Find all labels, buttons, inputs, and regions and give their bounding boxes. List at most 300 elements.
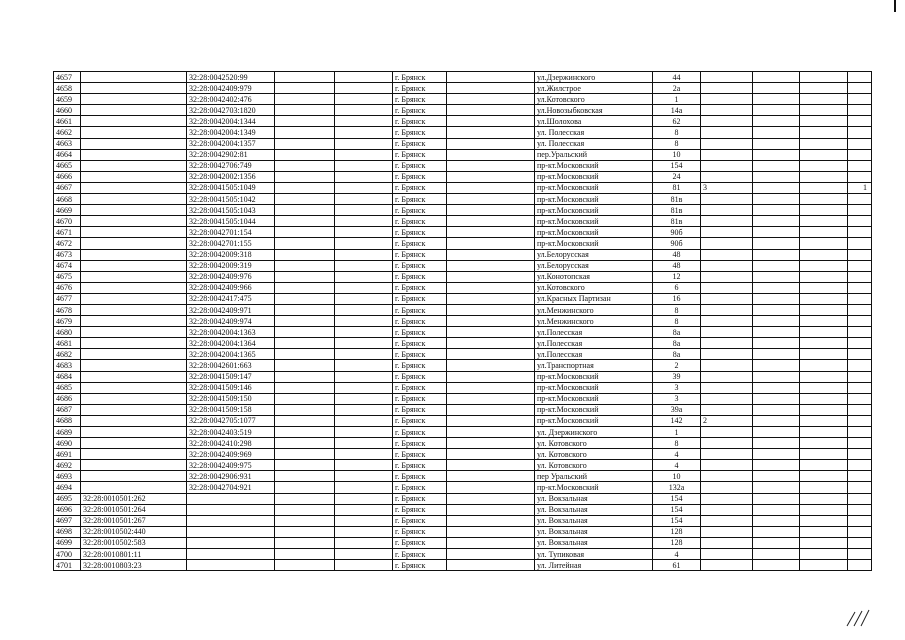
empty-cell	[800, 238, 848, 249]
table-row	[54, 504, 872, 515]
extra-value-cell	[701, 482, 753, 493]
city-cell: г. Брянск	[393, 427, 447, 438]
table-row	[54, 105, 872, 116]
house-number-cell: 39а	[653, 404, 701, 415]
cadastral-number-a-cell	[81, 72, 187, 83]
cadastral-number-a-cell	[81, 482, 187, 493]
record-number-cell: 4670	[54, 216, 81, 227]
cadastral-number-a-cell	[81, 304, 187, 315]
empty-cell	[275, 138, 335, 149]
cadastral-number-b-cell: 32:28:0042703:1820	[187, 105, 275, 116]
extra-value-cell	[701, 116, 753, 127]
street-cell: ул.Дзержинского	[535, 72, 653, 83]
record-number-cell: 4680	[54, 327, 81, 338]
city-cell: г. Брянск	[393, 205, 447, 216]
extra-value-cell	[848, 171, 872, 182]
empty-cell	[335, 471, 393, 482]
cadastral-number-b-cell: 32:28:0042004:1363	[187, 327, 275, 338]
street-cell: пр-кт.Московский	[535, 171, 653, 182]
cadastral-number-a-cell	[81, 338, 187, 349]
cadastral-number-a-cell	[81, 449, 187, 460]
street-cell: ул. Дзержинского	[535, 427, 653, 438]
empty-cell	[275, 83, 335, 94]
cadastral-number-a-cell	[81, 382, 187, 393]
city-cell: г. Брянск	[393, 526, 447, 537]
handwritten-strokes-mark	[844, 606, 874, 628]
empty-cell	[753, 160, 800, 171]
extra-value-cell	[848, 493, 872, 504]
extra-value-cell	[701, 304, 753, 315]
empty-cell	[447, 349, 535, 360]
empty-cell	[335, 549, 393, 560]
empty-cell	[753, 171, 800, 182]
record-number-cell: 4666	[54, 171, 81, 182]
city-cell: г. Брянск	[393, 83, 447, 94]
empty-cell	[800, 338, 848, 349]
house-number-cell: 3	[653, 382, 701, 393]
empty-cell	[753, 471, 800, 482]
city-cell: г. Брянск	[393, 160, 447, 171]
extra-value-cell	[848, 205, 872, 216]
empty-cell	[447, 94, 535, 105]
cadastral-number-a-cell	[81, 327, 187, 338]
street-cell: пр-кт.Московский	[535, 216, 653, 227]
table-row	[54, 72, 872, 83]
record-number-cell: 4662	[54, 127, 81, 138]
empty-cell	[335, 194, 393, 205]
empty-cell	[275, 182, 335, 193]
empty-cell	[335, 537, 393, 548]
extra-value-cell	[848, 105, 872, 116]
street-cell: ул.Белорусская	[535, 260, 653, 271]
empty-cell	[753, 504, 800, 515]
cadastral-number-b-cell: 32:28:0042004:1357	[187, 138, 275, 149]
street-cell: пр-кт.Московский	[535, 415, 653, 426]
cadastral-number-b-cell: 32:28:0041509:158	[187, 404, 275, 415]
cadastral-number-a-cell	[81, 205, 187, 216]
record-number-cell: 4676	[54, 282, 81, 293]
extra-value-cell	[848, 537, 872, 548]
extra-value-cell	[848, 216, 872, 227]
empty-cell	[447, 127, 535, 138]
record-number-cell: 4675	[54, 271, 81, 282]
empty-cell	[800, 526, 848, 537]
empty-cell	[335, 282, 393, 293]
extra-value-cell	[848, 427, 872, 438]
extra-value-cell	[848, 549, 872, 560]
street-cell: ул. Котовского	[535, 460, 653, 471]
table-row	[54, 194, 872, 205]
empty-cell	[800, 360, 848, 371]
street-cell: ул.Новозыбковская	[535, 105, 653, 116]
extra-value-cell	[848, 149, 872, 160]
house-number-cell: 8а	[653, 349, 701, 360]
table-row	[54, 83, 872, 94]
record-number-cell: 4681	[54, 338, 81, 349]
cadastral-number-a-cell	[81, 460, 187, 471]
empty-cell	[335, 460, 393, 471]
record-number-cell: 4687	[54, 404, 81, 415]
empty-cell	[335, 105, 393, 116]
table-row	[54, 160, 872, 171]
empty-cell	[447, 83, 535, 94]
cadastral-number-b-cell: 32:28:0041505:1043	[187, 205, 275, 216]
extra-value-cell	[848, 160, 872, 171]
extra-value-cell	[701, 393, 753, 404]
street-cell: ул.Красных Партизан	[535, 293, 653, 304]
house-number-cell: 81в	[653, 194, 701, 205]
cadastral-number-a-cell	[81, 94, 187, 105]
table-row	[54, 393, 872, 404]
table-row	[54, 282, 872, 293]
cadastral-number-a-cell	[81, 282, 187, 293]
empty-cell	[335, 482, 393, 493]
street-cell: ул. Литейная	[535, 560, 653, 571]
record-number-cell: 4659	[54, 94, 81, 105]
street-cell: ул.Полесская	[535, 349, 653, 360]
house-number-cell: 154	[653, 493, 701, 504]
extra-value-cell	[701, 282, 753, 293]
house-number-cell: 10	[653, 471, 701, 482]
record-number-cell: 4697	[54, 515, 81, 526]
extra-value-cell	[701, 526, 753, 537]
house-number-cell: 61	[653, 560, 701, 571]
empty-cell	[447, 171, 535, 182]
table-row	[54, 327, 872, 338]
empty-cell	[335, 260, 393, 271]
record-number-cell: 4660	[54, 105, 81, 116]
extra-value-cell	[701, 83, 753, 94]
empty-cell	[800, 149, 848, 160]
empty-cell	[753, 182, 800, 193]
extra-value-cell	[701, 194, 753, 205]
city-cell: г. Брянск	[393, 360, 447, 371]
house-number-cell: 14а	[653, 105, 701, 116]
record-number-cell: 4658	[54, 83, 81, 94]
cadastral-number-b-cell	[187, 515, 275, 526]
record-number-cell: 4692	[54, 460, 81, 471]
empty-cell	[800, 127, 848, 138]
street-cell: пр-кт.Московский	[535, 205, 653, 216]
record-number-cell: 4682	[54, 349, 81, 360]
cadastral-number-b-cell: 32:28:0042409:969	[187, 449, 275, 460]
house-number-cell: 16	[653, 293, 701, 304]
empty-cell	[275, 482, 335, 493]
empty-cell	[447, 537, 535, 548]
empty-cell	[800, 249, 848, 260]
table-row	[54, 482, 872, 493]
record-number-cell: 4690	[54, 438, 81, 449]
extra-value-cell	[701, 293, 753, 304]
table-row	[54, 382, 872, 393]
empty-cell	[800, 182, 848, 193]
cadastral-number-a-cell: 32:28:0010501:264	[81, 504, 187, 515]
extra-value-cell	[701, 537, 753, 548]
extra-value-cell	[701, 349, 753, 360]
extra-value-cell	[848, 72, 872, 83]
street-cell: ул.Транспортная	[535, 360, 653, 371]
street-cell: пер Уральский	[535, 471, 653, 482]
empty-cell	[275, 360, 335, 371]
empty-cell	[275, 72, 335, 83]
empty-cell	[800, 460, 848, 471]
extra-value-cell	[848, 271, 872, 282]
empty-cell	[800, 349, 848, 360]
cadastral-number-b-cell: 32:28:0042706:749	[187, 160, 275, 171]
cadastral-number-a-cell	[81, 404, 187, 415]
extra-value-cell	[701, 471, 753, 482]
city-cell: г. Брянск	[393, 127, 447, 138]
city-cell: г. Брянск	[393, 393, 447, 404]
empty-cell	[447, 304, 535, 315]
empty-cell	[447, 438, 535, 449]
cadastral-number-b-cell: 32:28:0042705:1077	[187, 415, 275, 426]
empty-cell	[800, 171, 848, 182]
extra-value-cell	[701, 171, 753, 182]
empty-cell	[335, 227, 393, 238]
street-cell: ул. Вокзальная	[535, 537, 653, 548]
house-number-cell: 8	[653, 138, 701, 149]
empty-cell	[275, 349, 335, 360]
extra-value-cell	[848, 260, 872, 271]
empty-cell	[800, 560, 848, 571]
empty-cell	[447, 427, 535, 438]
cadastral-number-a-cell	[81, 393, 187, 404]
empty-cell	[800, 316, 848, 327]
city-cell: г. Брянск	[393, 415, 447, 426]
cadastral-number-a-cell	[81, 238, 187, 249]
empty-cell	[447, 515, 535, 526]
empty-cell	[753, 83, 800, 94]
street-cell: ул.Котовского	[535, 94, 653, 105]
house-number-cell: 48	[653, 249, 701, 260]
empty-cell	[275, 216, 335, 227]
cadastral-number-a-cell	[81, 371, 187, 382]
cadastral-number-b-cell: 32:28:0042402:476	[187, 94, 275, 105]
house-number-cell: 4	[653, 460, 701, 471]
empty-cell	[275, 149, 335, 160]
extra-value-cell	[848, 94, 872, 105]
table-row	[54, 116, 872, 127]
city-cell: г. Брянск	[393, 371, 447, 382]
city-cell: г. Брянск	[393, 327, 447, 338]
empty-cell	[800, 549, 848, 560]
city-cell: г. Брянск	[393, 349, 447, 360]
empty-cell	[800, 227, 848, 238]
house-number-cell: 154	[653, 160, 701, 171]
cadastral-number-b-cell: 32:28:0042409:974	[187, 316, 275, 327]
record-number-cell: 4694	[54, 482, 81, 493]
empty-cell	[447, 415, 535, 426]
empty-cell	[800, 404, 848, 415]
extra-value-cell	[701, 371, 753, 382]
house-number-cell: 4	[653, 449, 701, 460]
house-number-cell: 128	[653, 526, 701, 537]
empty-cell	[447, 526, 535, 537]
empty-cell	[800, 371, 848, 382]
extra-value-cell	[701, 382, 753, 393]
street-cell: пр-кт.Московский	[535, 393, 653, 404]
extra-value-cell	[848, 138, 872, 149]
city-cell: г. Брянск	[393, 549, 447, 560]
empty-cell	[447, 105, 535, 116]
empty-cell	[800, 537, 848, 548]
empty-cell	[335, 249, 393, 260]
record-number-cell: 4685	[54, 382, 81, 393]
empty-cell	[800, 293, 848, 304]
cadastral-number-a-cell: 32:28:0010501:267	[81, 515, 187, 526]
table-row	[54, 271, 872, 282]
cadastral-number-b-cell	[187, 526, 275, 537]
empty-cell	[275, 171, 335, 182]
extra-value-cell	[701, 438, 753, 449]
table-row	[54, 427, 872, 438]
record-number-cell: 4667	[54, 182, 81, 193]
cadastral-number-b-cell	[187, 493, 275, 504]
empty-cell	[800, 515, 848, 526]
table-row	[54, 304, 872, 315]
table-row	[54, 216, 872, 227]
empty-cell	[753, 382, 800, 393]
extra-value-cell	[701, 327, 753, 338]
extra-value-cell	[701, 316, 753, 327]
empty-cell	[275, 338, 335, 349]
cadastral-number-b-cell: 32:28:0042906:931	[187, 471, 275, 482]
empty-cell	[335, 293, 393, 304]
house-number-cell: 132а	[653, 482, 701, 493]
house-number-cell: 4	[653, 549, 701, 560]
table-row	[54, 493, 872, 504]
extra-value-cell	[848, 404, 872, 415]
street-cell: ул. Котовского	[535, 438, 653, 449]
city-cell: г. Брянск	[393, 515, 447, 526]
extra-value-cell	[848, 371, 872, 382]
house-number-cell: 44	[653, 72, 701, 83]
record-number-cell: 4657	[54, 72, 81, 83]
house-number-cell: 8а	[653, 327, 701, 338]
street-cell: ул. Тупиковая	[535, 549, 653, 560]
table-row	[54, 238, 872, 249]
empty-cell	[335, 327, 393, 338]
city-cell: г. Брянск	[393, 194, 447, 205]
empty-cell	[275, 260, 335, 271]
empty-cell	[275, 282, 335, 293]
empty-cell	[800, 393, 848, 404]
empty-cell	[753, 526, 800, 537]
cadastral-number-b-cell: 32:28:0042004:1344	[187, 116, 275, 127]
empty-cell	[753, 282, 800, 293]
cadastral-number-a-cell	[81, 105, 187, 116]
empty-cell	[800, 205, 848, 216]
empty-cell	[335, 316, 393, 327]
extra-value-cell: 3	[701, 182, 753, 193]
empty-cell	[447, 316, 535, 327]
empty-cell	[335, 72, 393, 83]
street-cell: ул.Полесская	[535, 338, 653, 349]
empty-cell	[335, 393, 393, 404]
empty-cell	[335, 349, 393, 360]
table-row	[54, 526, 872, 537]
empty-cell	[800, 160, 848, 171]
empty-cell	[335, 504, 393, 515]
extra-value-cell	[848, 526, 872, 537]
city-cell: г. Брянск	[393, 537, 447, 548]
empty-cell	[800, 482, 848, 493]
empty-cell	[753, 127, 800, 138]
house-number-cell: 2	[653, 360, 701, 371]
house-number-cell: 8	[653, 316, 701, 327]
empty-cell	[335, 160, 393, 171]
empty-cell	[275, 160, 335, 171]
record-number-cell: 4696	[54, 504, 81, 515]
house-number-cell: 90б	[653, 238, 701, 249]
cadastral-number-b-cell: 32:28:0042410:298	[187, 438, 275, 449]
cadastral-number-b-cell: 32:28:0042004:1364	[187, 338, 275, 349]
empty-cell	[447, 238, 535, 249]
table-row	[54, 227, 872, 238]
cadastral-number-b-cell: 32:28:0042002:1356	[187, 171, 275, 182]
extra-value-cell	[848, 415, 872, 426]
city-cell: г. Брянск	[393, 105, 447, 116]
street-cell: ул. Полесская	[535, 127, 653, 138]
empty-cell	[447, 160, 535, 171]
empty-cell	[275, 393, 335, 404]
empty-cell	[753, 116, 800, 127]
empty-cell	[335, 338, 393, 349]
cadastral-number-a-cell	[81, 471, 187, 482]
city-cell: г. Брянск	[393, 404, 447, 415]
empty-cell	[275, 493, 335, 504]
empty-cell	[335, 526, 393, 537]
cadastral-number-a-cell	[81, 127, 187, 138]
cadastral-number-b-cell: 32:28:0042004:1349	[187, 127, 275, 138]
house-number-cell: 6	[653, 282, 701, 293]
street-cell: пр-кт.Московский	[535, 182, 653, 193]
empty-cell	[753, 549, 800, 560]
cadastral-number-a-cell	[81, 260, 187, 271]
empty-cell	[800, 427, 848, 438]
record-number-cell: 4665	[54, 160, 81, 171]
cadastral-number-a-cell: 32:28:0010502:440	[81, 526, 187, 537]
empty-cell	[753, 404, 800, 415]
empty-cell	[753, 293, 800, 304]
cadastral-number-a-cell: 32:28:0010803:23	[81, 560, 187, 571]
empty-cell	[800, 438, 848, 449]
empty-cell	[275, 560, 335, 571]
street-cell: пр-кт.Московский	[535, 160, 653, 171]
city-cell: г. Брянск	[393, 182, 447, 193]
cadastral-number-b-cell	[187, 560, 275, 571]
extra-value-cell	[848, 83, 872, 94]
registry-body	[54, 72, 872, 571]
table-row	[54, 460, 872, 471]
city-cell: г. Брянск	[393, 171, 447, 182]
empty-cell	[800, 116, 848, 127]
cadastral-number-b-cell	[187, 549, 275, 560]
empty-cell	[800, 138, 848, 149]
cadastral-number-a-cell: 32:28:0010502:583	[81, 537, 187, 548]
extra-value-cell	[701, 105, 753, 116]
table-row	[54, 371, 872, 382]
record-number-cell: 4661	[54, 116, 81, 127]
city-cell: г. Брянск	[393, 560, 447, 571]
table-row	[54, 205, 872, 216]
empty-cell	[753, 515, 800, 526]
city-cell: г. Брянск	[393, 249, 447, 260]
cadastral-number-a-cell	[81, 83, 187, 94]
street-cell: пр-кт.Московский	[535, 482, 653, 493]
house-number-cell: 12	[653, 271, 701, 282]
